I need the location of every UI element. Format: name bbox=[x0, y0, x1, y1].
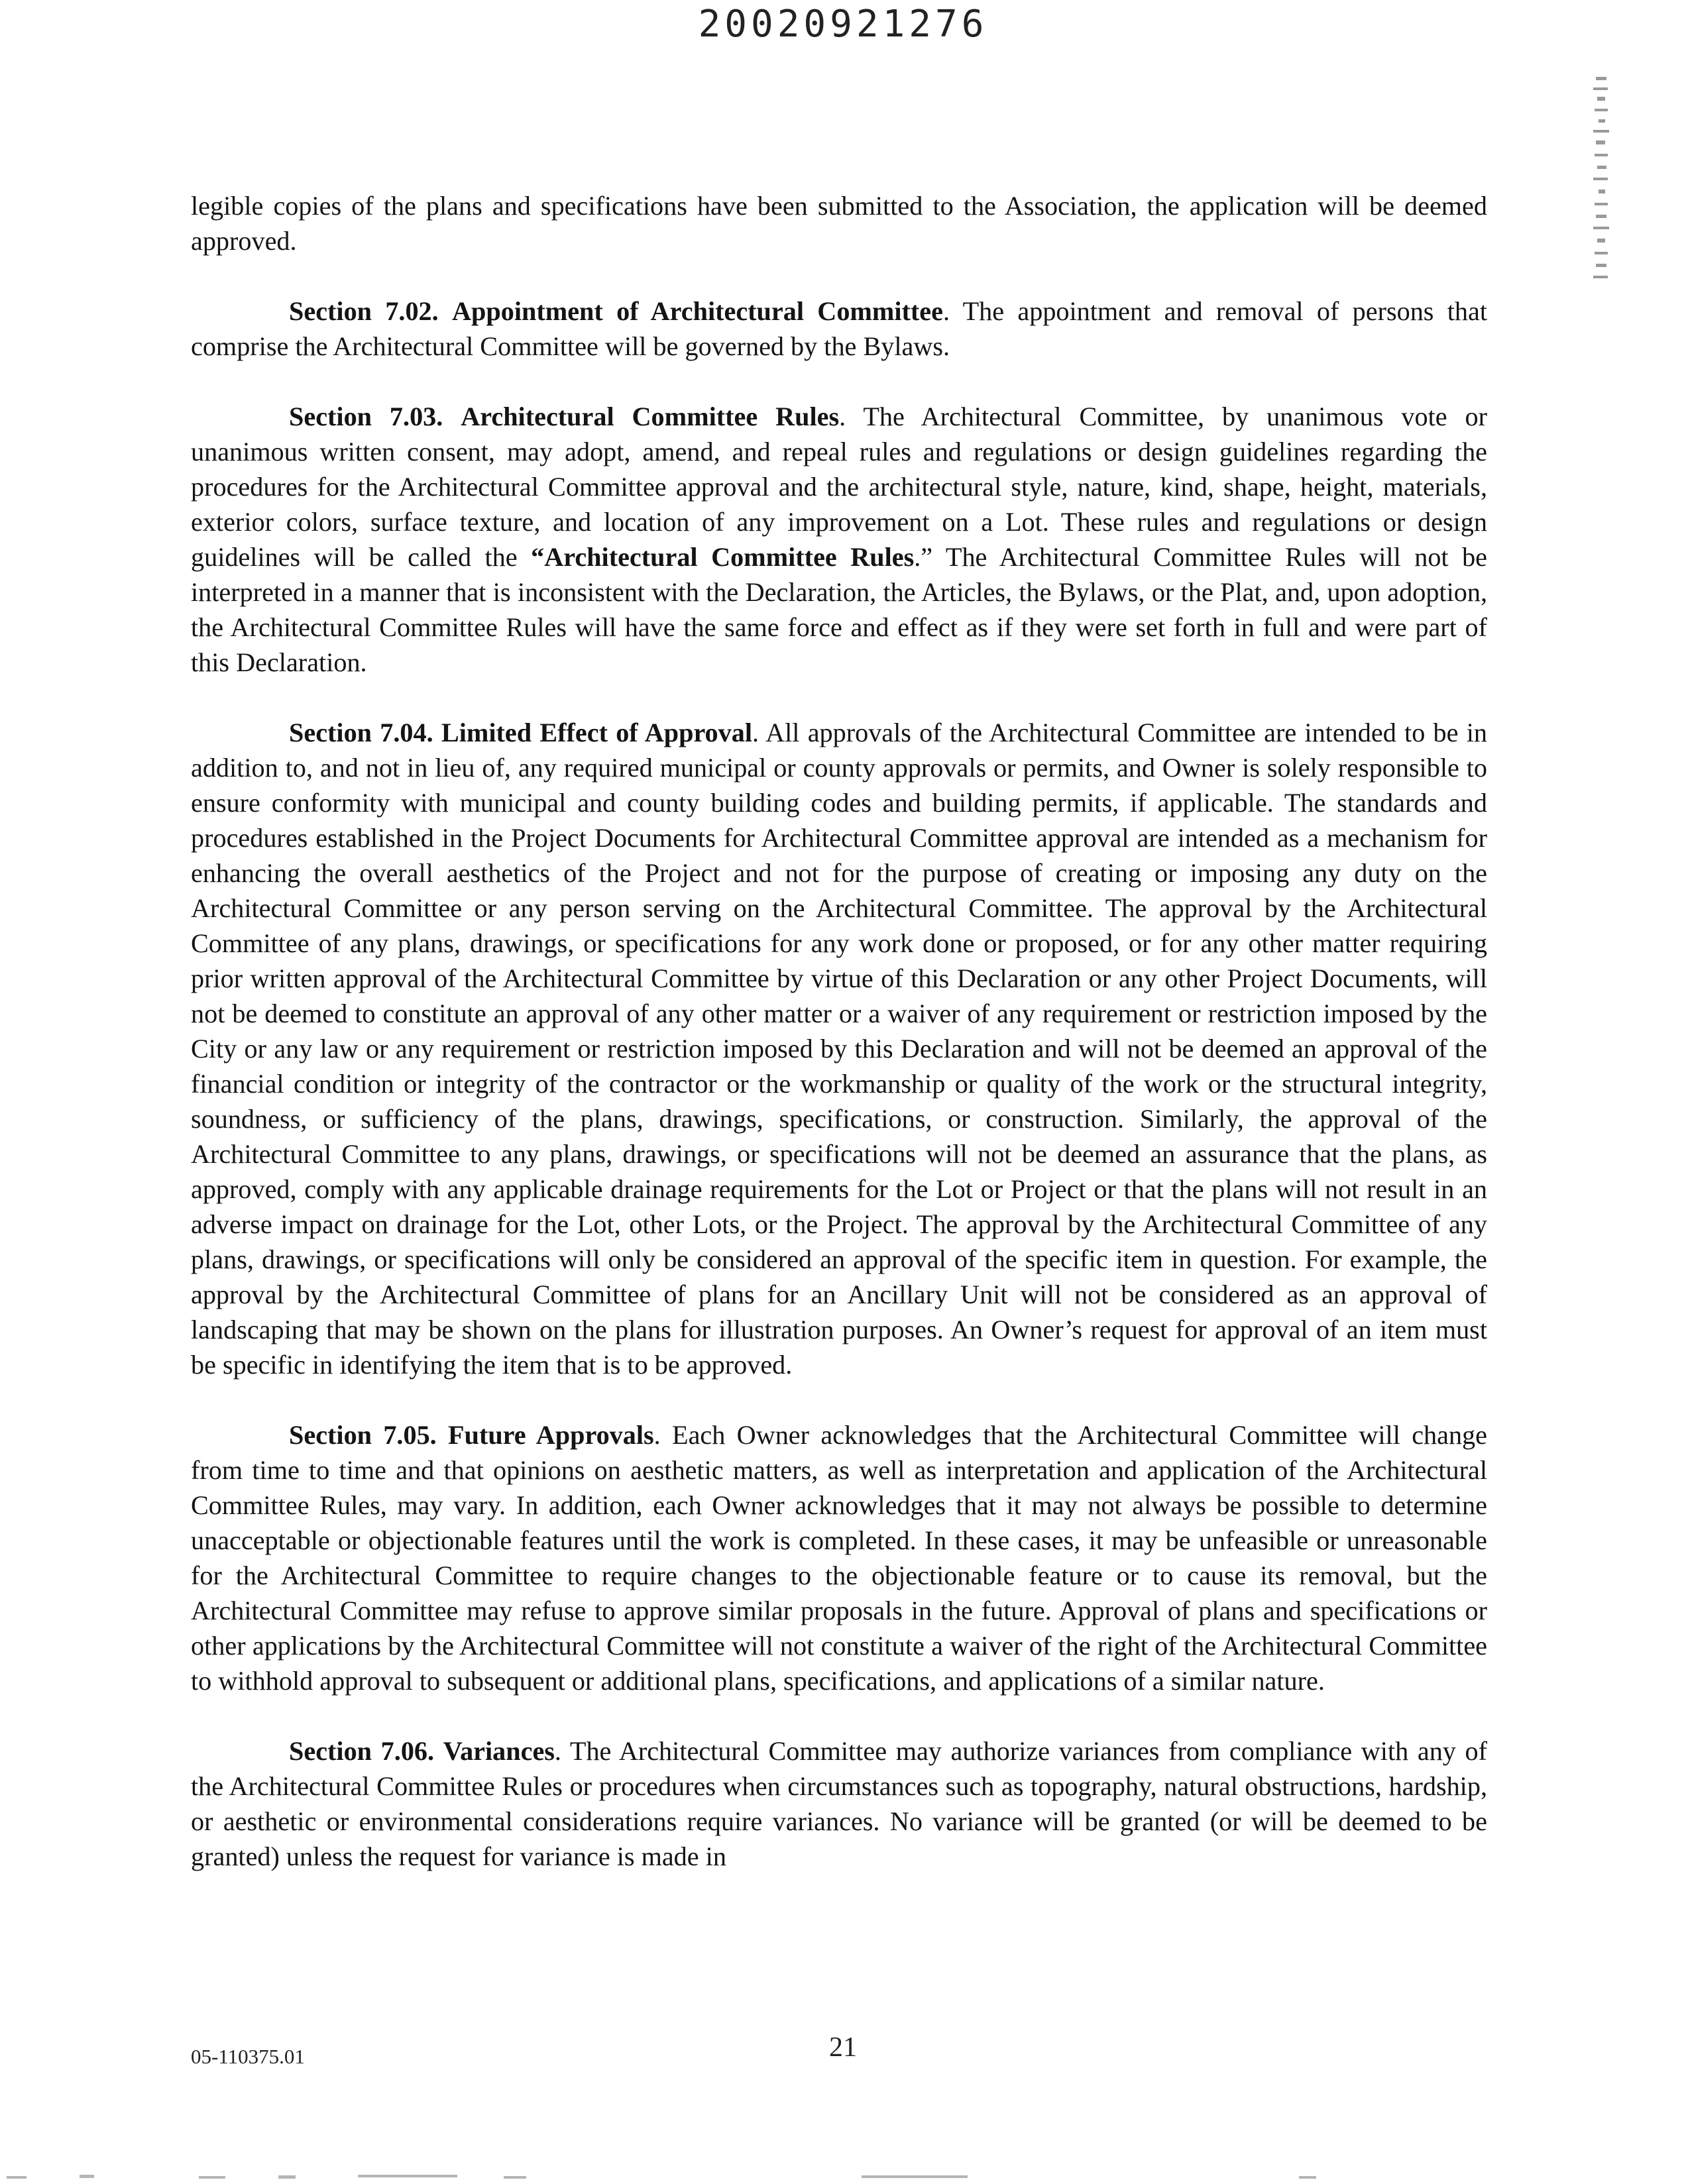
section-number: Section 7.06. bbox=[289, 1736, 435, 1766]
stamp-mark bbox=[1593, 87, 1608, 90]
stamp-mark bbox=[1597, 239, 1605, 243]
section-number: Section 7.05. bbox=[289, 1420, 437, 1450]
stamp-mark bbox=[1593, 276, 1608, 278]
stamp-mark bbox=[1595, 203, 1608, 205]
scan-edge-artifact bbox=[0, 2161, 1686, 2184]
defined-term: “Architectural Committee Rules bbox=[531, 542, 915, 572]
section-number: Section 7.04. bbox=[289, 718, 433, 747]
footer-document-id: 05-110375.01 bbox=[191, 2045, 305, 2068]
scan-mark bbox=[278, 2175, 296, 2179]
stamp-mark bbox=[1597, 166, 1606, 169]
stamp-mark bbox=[1597, 97, 1605, 101]
stamp-mark bbox=[1596, 215, 1606, 218]
section-title: Limited Effect of Approval bbox=[441, 718, 753, 747]
scan-mark bbox=[1299, 2176, 1316, 2179]
stamp-mark bbox=[1595, 154, 1608, 156]
section-7-04 bbox=[191, 715, 1487, 1382]
stamp-mark bbox=[1596, 77, 1606, 80]
document-number: 20020921276 bbox=[698, 3, 988, 46]
section-title: Appointment of Architectural Committee bbox=[452, 296, 943, 326]
continuation-paragraph: legible copies of the plans and specifications have been submitted to the Association, the application will be deemed approved. bbox=[191, 191, 1487, 256]
section-7-06 bbox=[191, 1733, 1487, 1874]
scan-mark bbox=[199, 2176, 225, 2179]
scan-mark bbox=[7, 2176, 27, 2179]
section-title: Future Approvals bbox=[448, 1420, 654, 1450]
section-title: Architectural Committee Rules bbox=[461, 402, 840, 431]
section-number: Section 7.03. bbox=[289, 402, 443, 431]
scan-mark bbox=[80, 2175, 94, 2178]
stamp-mark bbox=[1593, 130, 1609, 133]
section-7-05 bbox=[191, 1417, 1487, 1698]
page-number: 21 bbox=[829, 2032, 857, 2063]
stamp-mark bbox=[1595, 252, 1608, 254]
section-title: Variances bbox=[443, 1736, 555, 1766]
stamp-mark bbox=[1596, 140, 1605, 144]
section-body: . All approvals of the Architectural Committee are intended to be in addition to, and not in lieu of, any required municipal or county approvals or permits, and Owner is solely responsible to ensure conformity with municipal and county building codes and building permits, if applicable. The standards and procedures established in the Project Documents for Architectural Committee approval are intended as a mechanism for enhancing the overall aesthetics of the Project and not for the purpose of creating or imposing any duty on the Architectural Committee or any person serving on the Architectural Committee. The approval by the Architectural Committee of any plans, drawings, or specifications for any work done or proposed, or for any other matter requiring prior written approval of the Architectural Committee by virtue of this Declaration or any other Project Documents, will not be deemed to constitute an approval of any other matter or a waiver of any requirement or restriction imposed by the City or any law or any requirement or restriction imposed by this Declaration and will not be deemed an approval of the financial condition or integrity of the contractor or the workmanship or quality of the work or the structural integrity, soundness, or sufficiency of the plans, drawings, specifications, or construction. Similarly, the approval of the Architectural Committee to any plans, drawings, or specifications will not be deemed an assurance that the plans, as approved, comply with any applicable drainage requirements for the Lot or Project or that the plans will not result in an adverse impact on drainage for the Lot, other Lots, or the Project. The approval by the Architectural Committee of any plans, drawings, or specifications will only be considered an approval of the specific item in question. For example, the approval by the Architectural Committee of plans for an Ancillary Unit will not be considered as an approval of landscaping that may be shown on the plans for illustration purposes. An Owner’s request for approval of an item must be specific in identifying the item that is to be approved. bbox=[191, 718, 1487, 1380]
scan-mark bbox=[504, 2176, 526, 2179]
section-body: . The appointment and removal of persons that comprise the Architectural Committee will be governed by the Bylaws. bbox=[191, 296, 1487, 361]
section-body: . The Architectural Committee may authorize variances from compliance with any of the Architectural Committee Rules or procedures when circumstances such as topography, natural obstructions, hardship, or aesthetic or environmental considerations require variances. No variance will be granted (or will be deemed to be granted) unless the request for variance is made in bbox=[191, 1736, 1488, 1871]
section-body-continued: .” The Architectural Committee Rules will not be interpreted in a manner that is inconsistent with the Declaration, the Articles, the Bylaws, or the Plat, and, upon adoption, the Architectural Committee Rules will have the same force and effect as if they were set forth in full and were part of this Declaration. bbox=[191, 542, 1487, 677]
stamp-mark bbox=[1595, 109, 1608, 111]
section-number: Section 7.02. bbox=[289, 296, 439, 326]
stamp-mark bbox=[1593, 178, 1608, 180]
scan-mark bbox=[862, 2175, 968, 2178]
section-body: . The Architectural Committee, by unanimous vote or unanimous written consent, may adopt, amend, and repeal rules and regulations or design guidelines regarding the procedures for the Architectural Committee approval and the architectural style, nature, kind, shape, height, materials, exterior colors, surface texture, and location of any improvement on a Lot. These rules and regulations or design guidelines will be called the bbox=[191, 402, 1487, 572]
section-7-03 bbox=[191, 399, 1487, 680]
stamp-mark bbox=[1596, 264, 1606, 267]
margin-recording-stamp bbox=[1584, 73, 1621, 285]
scan-mark bbox=[358, 2175, 457, 2177]
stamp-mark bbox=[1599, 119, 1605, 123]
section-body: . Each Owner acknowledges that the Architectural Committee will change from time to time and that opinions on aesthetic matters, as well as interpretation and application of the Architectural Committee Rules, may vary. In addition, each Owner acknowledges that it may not always be possible to determine unacceptable or objectionable features until the work is completed. In these cases, it may be unfeasible or unreasonable for the Architectural Committee to require changes to the objectionable feature or to cause its removal, but the Architectural Committee may refuse to approve similar proposals in the future. Approval of plans and specifications or other applications by the Architectural Committee will not constitute a waiver of the right of the Architectural Committee to withhold approval to subsequent or additional plans, specifications, and applications of a similar nature. bbox=[191, 1420, 1487, 1696]
stamp-mark bbox=[1599, 190, 1605, 193]
document-body bbox=[191, 188, 1487, 1874]
section-7-02 bbox=[191, 294, 1487, 364]
stamp-mark bbox=[1593, 227, 1609, 229]
